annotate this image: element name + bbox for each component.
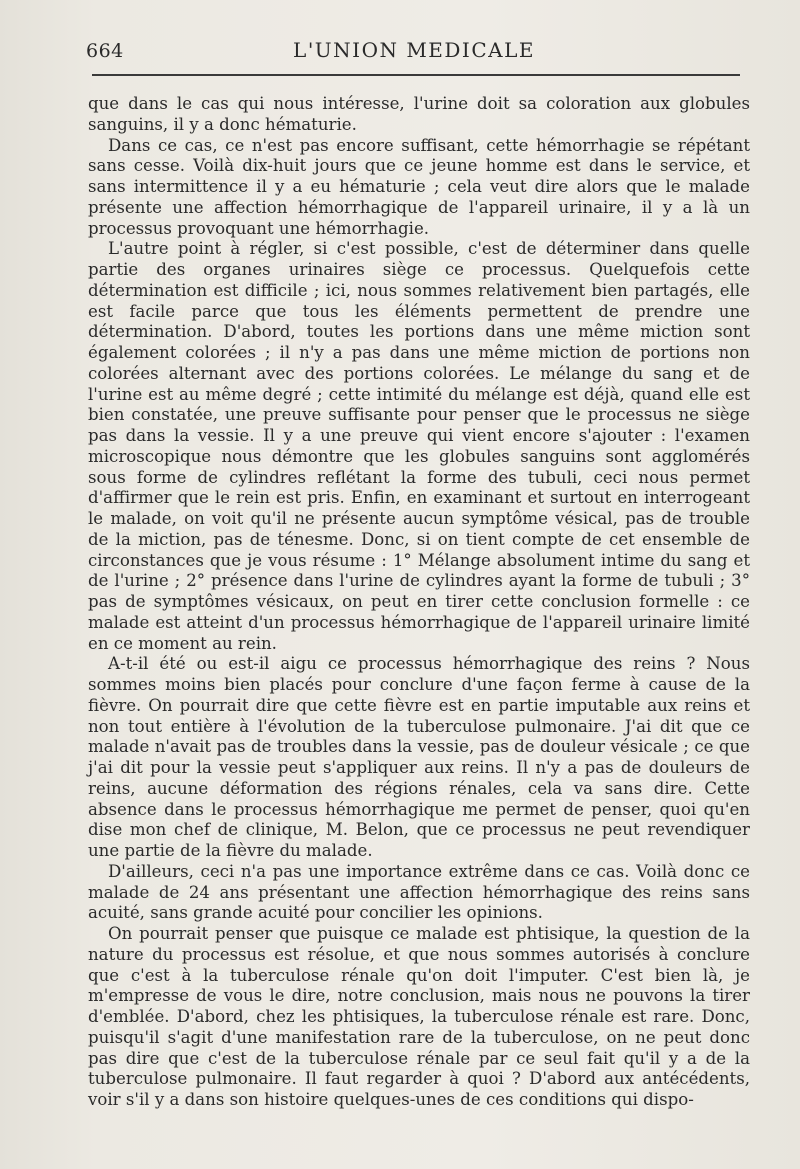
paragraph: A-t-il été ou est-il aigu ce processus hémorrhagique des reins ? Nous sommes moins bien placés pour conclure d'une façon ferme à cause de la fièvre. On pourrait dire que cette fièvre est en partie imputable aux reins et non tout entière à l'évolution de la tuberculose pulmonaire. J'ai dit que ce malade n'avait pas de troubles dans la vessie, pas de douleur vésicale ; ce que j'ai dit pour la vessie peut s'appliquer aux reins. Il n'y a pas de douleurs de reins, aucune déformation des régions rénales, cela va sans dire. Cette absence dans le processus hémorrhagique me permet de penser, quoi qu'en dise mon chef de clinique, M. Belon, que ce processus ne peut revendiquer une partie de la fièvre du malade. xyxy=(88,654,750,860)
paragraph: D'ailleurs, ceci n'a pas une importance extrême dans ce cas. Voilà donc ce malade de 24 ans présentant une affection hémorrhagique des reins sans acuité, sans grande acuité pour concilier les opinions. xyxy=(88,861,750,923)
running-title: L'UNION MEDICALE xyxy=(293,38,535,62)
article-body xyxy=(88,94,750,1111)
header-rule xyxy=(92,74,740,76)
page-header xyxy=(0,0,800,84)
paragraph: Dans ce cas, ce n'est pas encore suffisant, cette hémorrhagie se répétant sans cesse. Voilà dix-huit jours que ce jeune homme est dans le service, et sans intermittence il y a eu hématurie ; cela veut dire alors que le malade présente une affection hémorrhagique de l'appareil urinaire, il y a là un processus provoquant une hémorrhagie. xyxy=(88,135,750,238)
paragraph: On pourrait penser que puisque ce malade est phtisique, la question de la nature du processus est résolue, et que nous sommes autorisés à conclure que c'est à la tuberculose rénale qu'on doit l'imputer. C'est bien là, je m'empresse de vous le dire, notre conclusion, mais nous ne pouvons la tirer d'emblée. D'abord, chez les phtisiques, la tuberculose rénale est rare. Donc, puisqu'il s'agit d'une manifestation rare de la tuberculose, on ne peut donc pas dire que c'est de la tuberculose rénale par ce seul fait qu'il y a de la tuberculose pulmonaire. Il faut regarder à quoi ? D'abord aux antécédents, voir s'il y a dans son histoire quelques-unes de ces conditions qui dispo- xyxy=(88,924,750,1109)
page-number: 664 xyxy=(86,40,124,62)
paragraph: L'autre point à régler, si c'est possible, c'est de déterminer dans quelle partie des organes urinaires siège ce processus. Quelquefois cette détermination est difficile ; ici, nous sommes relativement bien partagés, elle est facile parce que tous les éléments permettent de prendre une détermination. D'abord, toutes les portions dans une même miction sont également colorées ; il n'y a pas dans une même miction de portions non colorées alternant avec des portions colorées. Le mélange du sang et de l'urine est au même degré ; cette intimité du mélange est déjà, quand elle est bien constatée, une preuve suffisante pour penser que le processus ne siège pas dans la vessie. Il y a une preuve qui vient encore s'ajouter : l'examen microscopique nous démontre que les globules sanguins sont agglomérés sous forme de cylindres reflétant la forme des tubuli, ceci nous permet d'affirmer que le rein est pris. Enfin, en examinant et surtout en interrogeant le malade, on voit qu'il ne présente aucun symptôme vésical, pas de trouble de la miction, pas de ténesme. Donc, si on tient compte de cet ensemble de circonstances que je vous résume : 1° Mélange absolument intime du sang et de l'urine ; 2° présence dans l'urine de cylindres ayant la forme de tubuli ; 3° pas de symptômes vésicaux, on peut en tirer cette conclusion formelle : ce malade est atteint d'un processus hémorrhagique de l'appareil urinaire limité en ce moment au rein. xyxy=(88,239,750,653)
paragraph: que dans le cas qui nous intéresse, l'urine doit sa coloration aux globules sanguins, il y a donc hématurie. xyxy=(88,94,750,134)
